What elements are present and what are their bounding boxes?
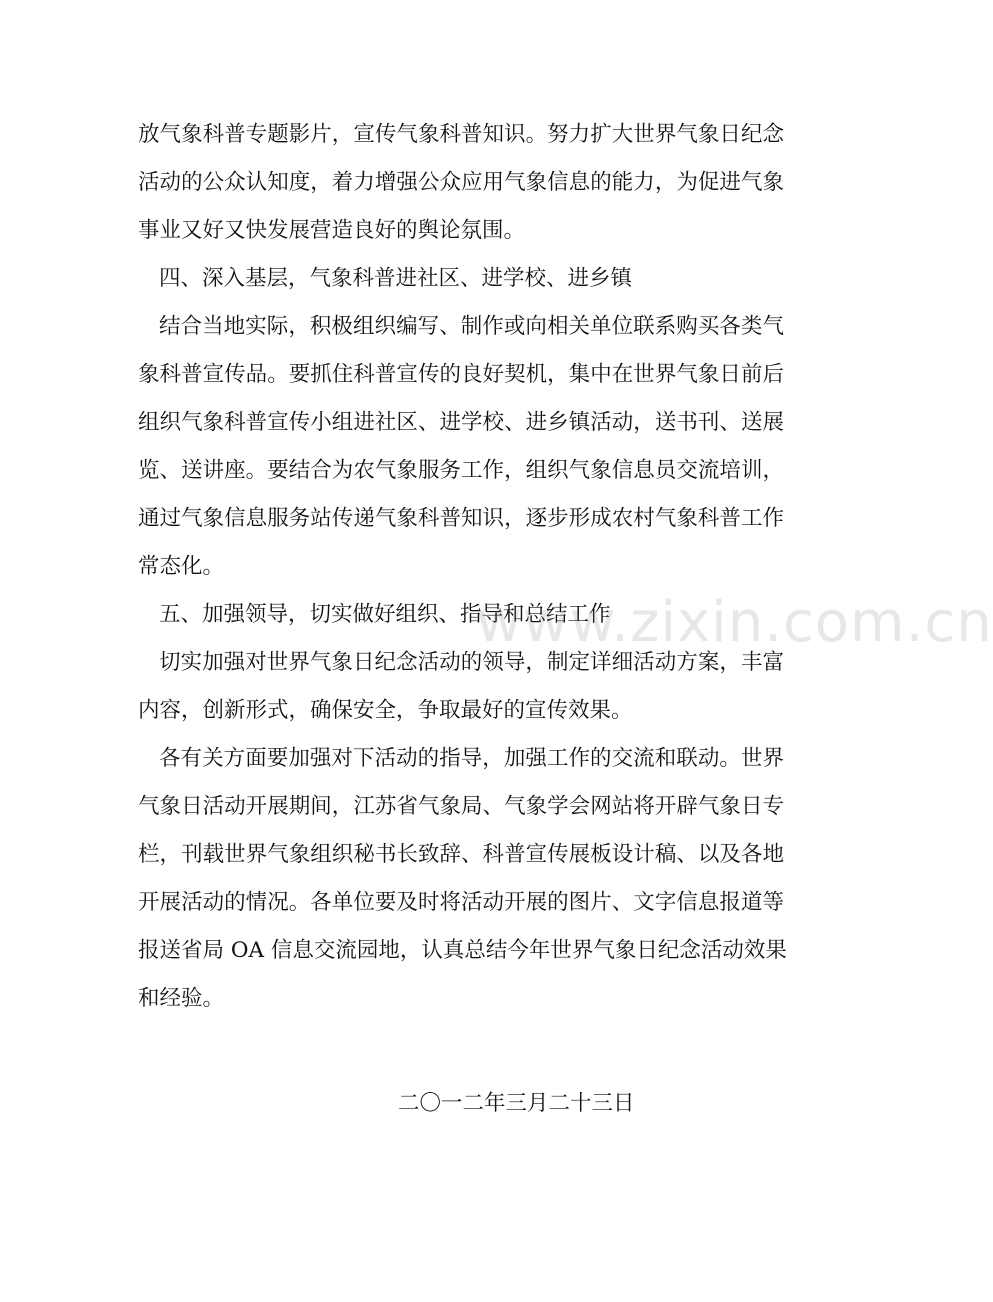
paragraph-line: 开展活动的情况。各单位要及时将活动开展的图片、文字信息报道等 bbox=[138, 890, 784, 915]
paragraph-line: 放气象科普专题影片，宣传气象科普知识。努力扩大世界气象日纪念 bbox=[138, 122, 784, 147]
paragraph-line: 组织气象科普宣传小组进社区、进学校、进乡镇活动，送书刊、送展 bbox=[138, 410, 784, 435]
paragraph-line: 通过气象信息服务站传递气象科普知识，逐步形成农村气象科普工作 bbox=[138, 506, 784, 531]
document-body bbox=[138, 111, 787, 1023]
paragraph-line: 栏，刊载世界气象组织秘书长致辞、科普宣传展板设计稿、以及各地 bbox=[138, 842, 784, 867]
paragraph-line: 常态化。 bbox=[138, 554, 225, 579]
paragraph-line: 和经验。 bbox=[138, 986, 225, 1011]
paragraph-line: 切实加强对世界气象日纪念活动的领导，制定详细活动方案，丰富 bbox=[159, 650, 784, 675]
paragraph-line: 览、送讲座。要结合为农气象服务工作，组织气象信息员交流培训， bbox=[138, 458, 784, 483]
paragraph-line: 报送省局 OA 信息交流园地，认真总结今年世界气象日纪念活动效果 bbox=[138, 938, 787, 963]
paragraph-line: 各有关方面要加强对下活动的指导，加强工作的交流和联动。世界 bbox=[159, 746, 784, 771]
paragraph-line: 结合当地实际，积极组织编写、制作或向相关单位联系购买各类气 bbox=[159, 314, 784, 339]
paragraph-line: 事业又好又快发展营造良好的舆论氛围。 bbox=[138, 218, 526, 243]
paragraph-line: 气象日活动开展期间，江苏省气象局、气象学会网站将开辟气象日专 bbox=[138, 794, 784, 819]
paragraph-line: 象科普宣传品。要抓住科普宣传的良好契机，集中在世界气象日前后 bbox=[138, 362, 784, 387]
section-heading: 五、加强领导，切实做好组织、指导和总结工作 bbox=[159, 602, 611, 627]
paragraph-line: 内容，创新形式，确保安全，争取最好的宣传效果。 bbox=[138, 698, 633, 723]
section-heading: 四、深入基层，气象科普进社区、进学校、进乡镇 bbox=[159, 266, 633, 291]
watermark: www.zixin.com.cn bbox=[476, 590, 993, 655]
document-date: 二〇一二年三月二十三日 bbox=[398, 1091, 635, 1116]
paragraph-line: 活动的公众认知度，着力增强公众应用气象信息的能力，为促进气象 bbox=[138, 170, 784, 195]
